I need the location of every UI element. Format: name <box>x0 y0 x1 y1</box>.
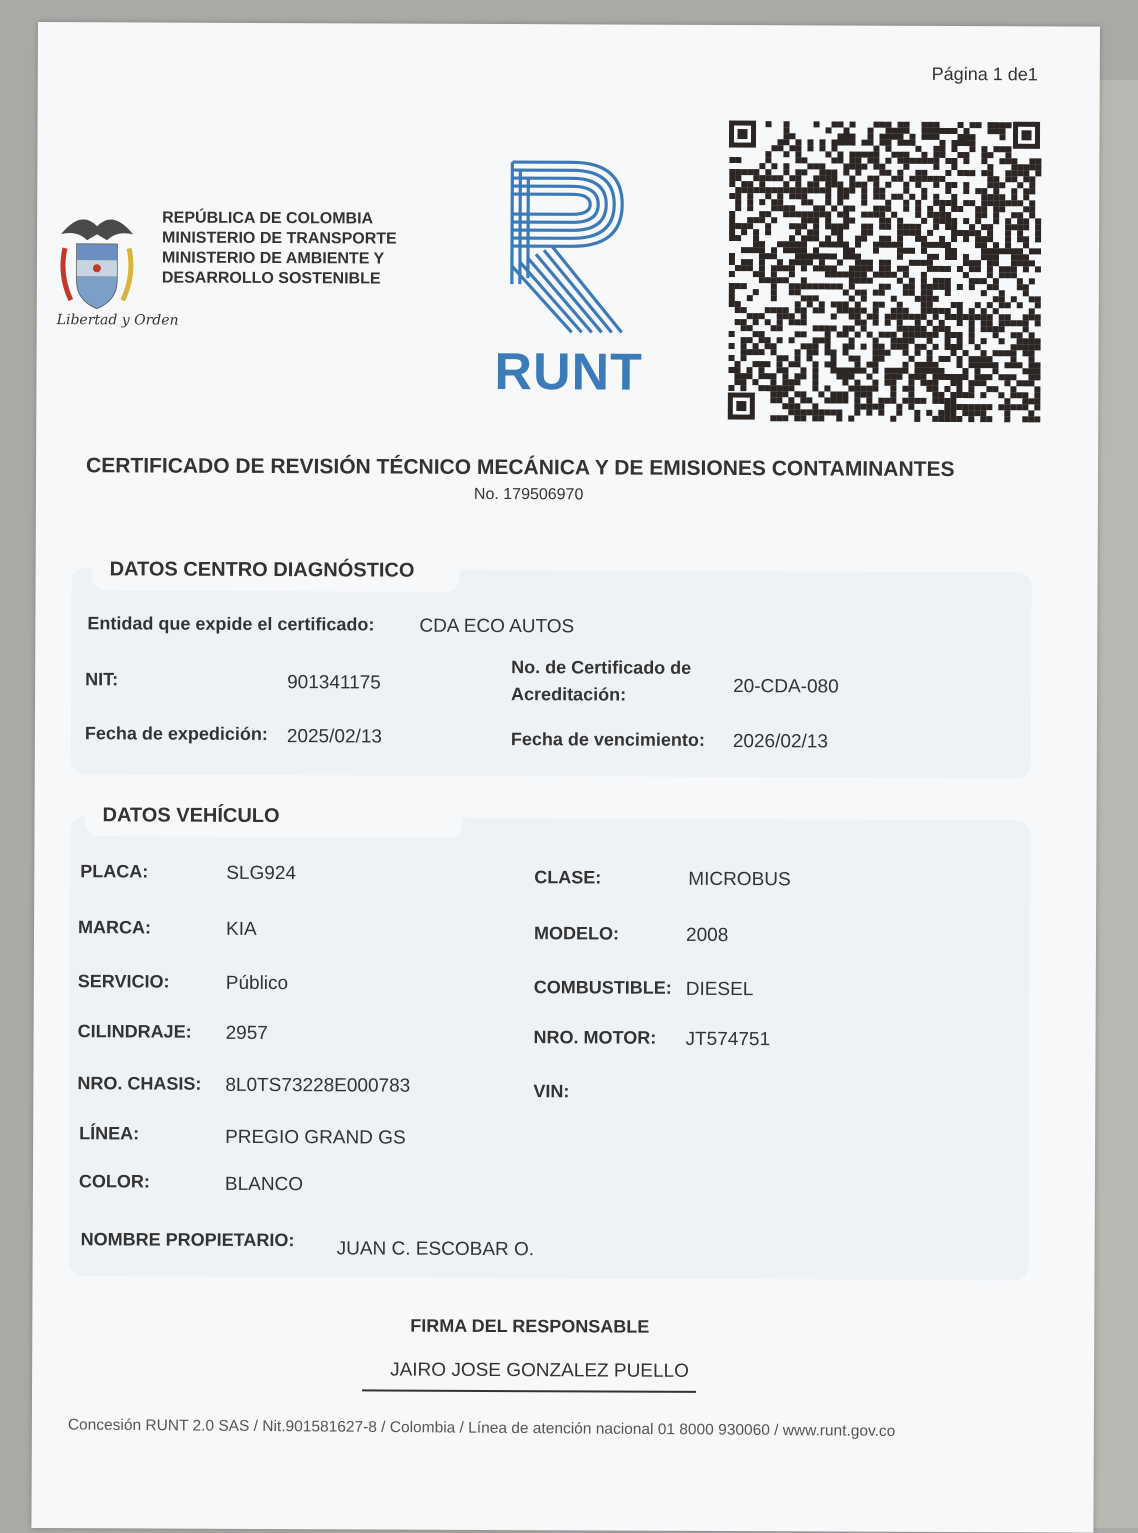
header-line-2: MINISTERIO DE TRANSPORTE <box>162 229 397 248</box>
certificate-title: CERTIFICADO DE REVISIÓN TÉCNICO MECÁNICA Y DE EMISIONES CONTAMINANTES <box>86 454 955 482</box>
color-value: BLANCO <box>224 1173 304 1196</box>
linea-label: LÍNEA: <box>79 1123 140 1144</box>
servicio-value: Público <box>225 972 289 995</box>
cilindraje-label: CILINDRAJE: <box>77 1021 192 1042</box>
acreditacion-label-line-1: No. de Certificado de <box>511 657 692 678</box>
vehiculo-heading: DATOS VEHÍCULO <box>84 794 462 838</box>
coat-of-arms-icon <box>51 204 144 324</box>
header-line-4: DESARROLLO SOSTENIBLE <box>161 269 381 288</box>
chasis-label: NRO. CHASIS: <box>77 1073 202 1094</box>
cilindraje-value: 2957 <box>225 1022 268 1045</box>
firma-name: JAIRO JOSE GONZALEZ PUELLO <box>390 1359 689 1382</box>
coat-motto: Libertad y Orden <box>56 312 179 329</box>
vencimiento-label: Fecha de vencimiento: <box>510 729 705 750</box>
page-number: Página 1 de1 <box>931 63 1038 85</box>
clase-value: MICROBUS <box>688 868 791 891</box>
issuer-header <box>162 209 397 290</box>
signature-line <box>362 1389 696 1392</box>
header-line-3: MINISTERIO DE AMBIENTE Y <box>161 249 385 268</box>
certificate-number: No. 179506970 <box>473 485 584 504</box>
entidad-value: CDA ECO AUTOS <box>419 615 575 638</box>
modelo-value: 2008 <box>685 924 729 947</box>
placa-label: PLACA: <box>80 861 149 882</box>
certificate-page <box>31 22 1100 1533</box>
entidad-label: Entidad que expide el certificado: <box>87 613 375 635</box>
header-line-1: REPÚBLICA DE COLOMBIA <box>162 209 374 228</box>
nit-label: NIT: <box>85 669 119 690</box>
footer: Concesión RUNT 2.0 SAS / Nit.901581627-8 / Colombia / Línea de atención nacional 01 8000 930060 / www.runt.gov.co <box>67 1416 896 1440</box>
acreditacion-label-line-2: Acreditación: <box>511 684 627 705</box>
expedicion-label: Fecha de expedición: <box>84 723 269 745</box>
expedicion-value: 2025/02/13 <box>286 726 383 748</box>
linea-value: PREGIO GRAND GS <box>225 1126 406 1149</box>
combustible-label: COMBUSTIBLE: <box>533 977 672 998</box>
chasis-value: 8L0TS73228E000783 <box>225 1074 411 1097</box>
clase-label: CLASE: <box>534 867 602 888</box>
vencimiento-value: 2026/02/13 <box>732 731 829 753</box>
vin-label: VIN: <box>533 1081 570 1102</box>
color-label: COLOR: <box>78 1171 150 1192</box>
acreditacion-value: 20-CDA-080 <box>733 676 839 698</box>
firma-label: FIRMA DEL RESPONSABLE <box>410 1315 650 1337</box>
combustible-value: DIESEL <box>685 978 754 1001</box>
motor-label: NRO. MOTOR: <box>533 1027 657 1048</box>
marca-value: KIA <box>225 918 257 940</box>
marca-label: MARCA: <box>78 917 152 938</box>
centro-heading: DATOS CENTRO DIAGNÓSTICO <box>92 548 460 592</box>
motor-value: JT574751 <box>685 1028 771 1051</box>
acreditacion-label <box>511 654 691 709</box>
propietario-value: JUAN C. ESCOBAR O. <box>336 1238 535 1261</box>
propietario-label: NOMBRE PROPIETARIO: <box>80 1229 295 1251</box>
runt-logo-icon <box>492 154 648 340</box>
qr-code-icon[interactable] <box>724 117 1043 424</box>
runt-wordmark: RUNT <box>494 342 644 402</box>
nit-value: 901341175 <box>287 672 381 694</box>
placa-value: SLG924 <box>226 862 297 885</box>
servicio-label: SERVICIO: <box>77 971 170 992</box>
modelo-label: MODELO: <box>533 923 620 944</box>
